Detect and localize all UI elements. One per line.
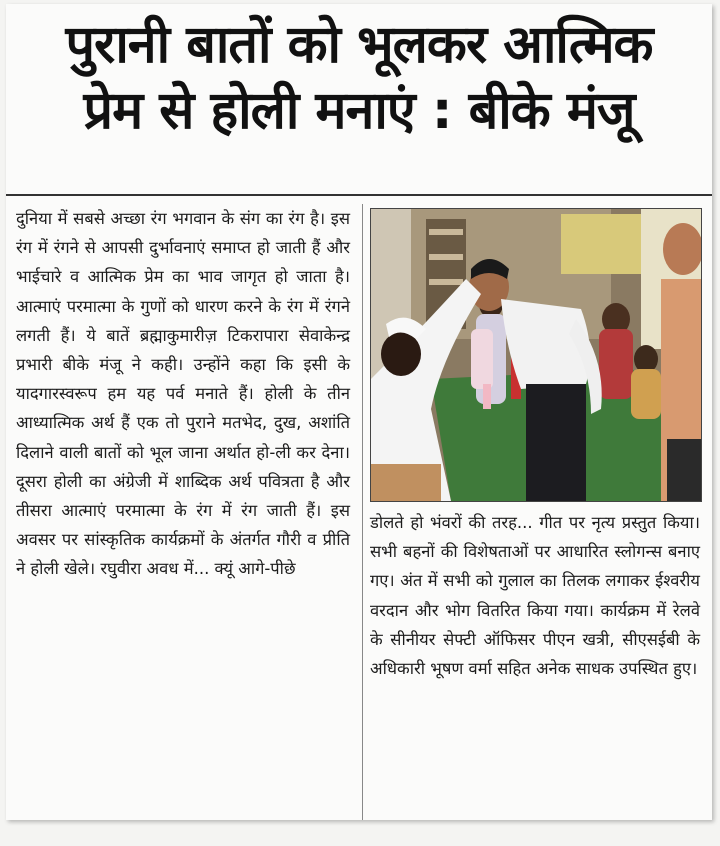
event-photo xyxy=(370,208,702,502)
headline-line-1: पुरानी बातों को भूलकर आत्मिक xyxy=(65,15,653,75)
newspaper-clipping xyxy=(6,4,712,820)
column-divider xyxy=(362,204,363,820)
headline-divider xyxy=(6,194,712,196)
article-left-column: दुनिया में सबसे अच्छा रंग भगवान के संग का रंग है। इस रंग में रंगने से आपसी दुर्भावनाएं समाप्त हो जाती हैं और भाईचारे व आत्मिक प्रेम का भाव जागृत हो जाता है। आत्माएं परमात्मा के गुणों को धारण करने के रंग में रंगने लगती हैं। ये बातें ब्रह्माकुमारीज़ टिकरापारा सेवाकेन्द्र प्रभारी बीके मंजू ने कही। उन्होंने कहा कि इसी के यादगारस्वरूप हम यह पर्व मनाते हैं। होली के तीन आध्यात्मिक अर्थ हैं एक तो पुराने मतभेद, दुख, अशांति दिलाने वाली बातों को भूल जाना अर्थात हो-ली कर देना। दूसरा होली का अंग्रेजी में शाब्दिक अर्थ पवित्रता है और तीसरा आत्माएं परमात्मा के रंग में रंग जाती हैं। इस अवसर पर सांस्कृतिक कार्यक्रमों के अंतर्गत गौरी व प्रीति ने होली खेले। रघुवीरा अवध में... क्यूं आगे-पीछे xyxy=(16,209,350,579)
headline xyxy=(6,12,712,144)
article-right-column: डोलते हो भंवरों की तरह... गीत पर नृत्य प्रस्तुत किया। सभी बहनों की विशेषताओं पर आधारित स्लोगन्स बनाए गए। अंत में सभी को गुलाल का तिलक लगाकर ईश्वरीय वरदान और भोग वितरित किया गया। कार्यक्रम में रेलवे के सीनीयर सेफ्टी ऑफिसर पीएन खत्री, सीएसईबी के अधिकारी भूषण वर्मा सहित अनेक साधक उपस्थित हुए। xyxy=(370,513,700,679)
headline-line-2: प्रेम से होली मनाएं : बीके मंजू xyxy=(83,81,635,141)
